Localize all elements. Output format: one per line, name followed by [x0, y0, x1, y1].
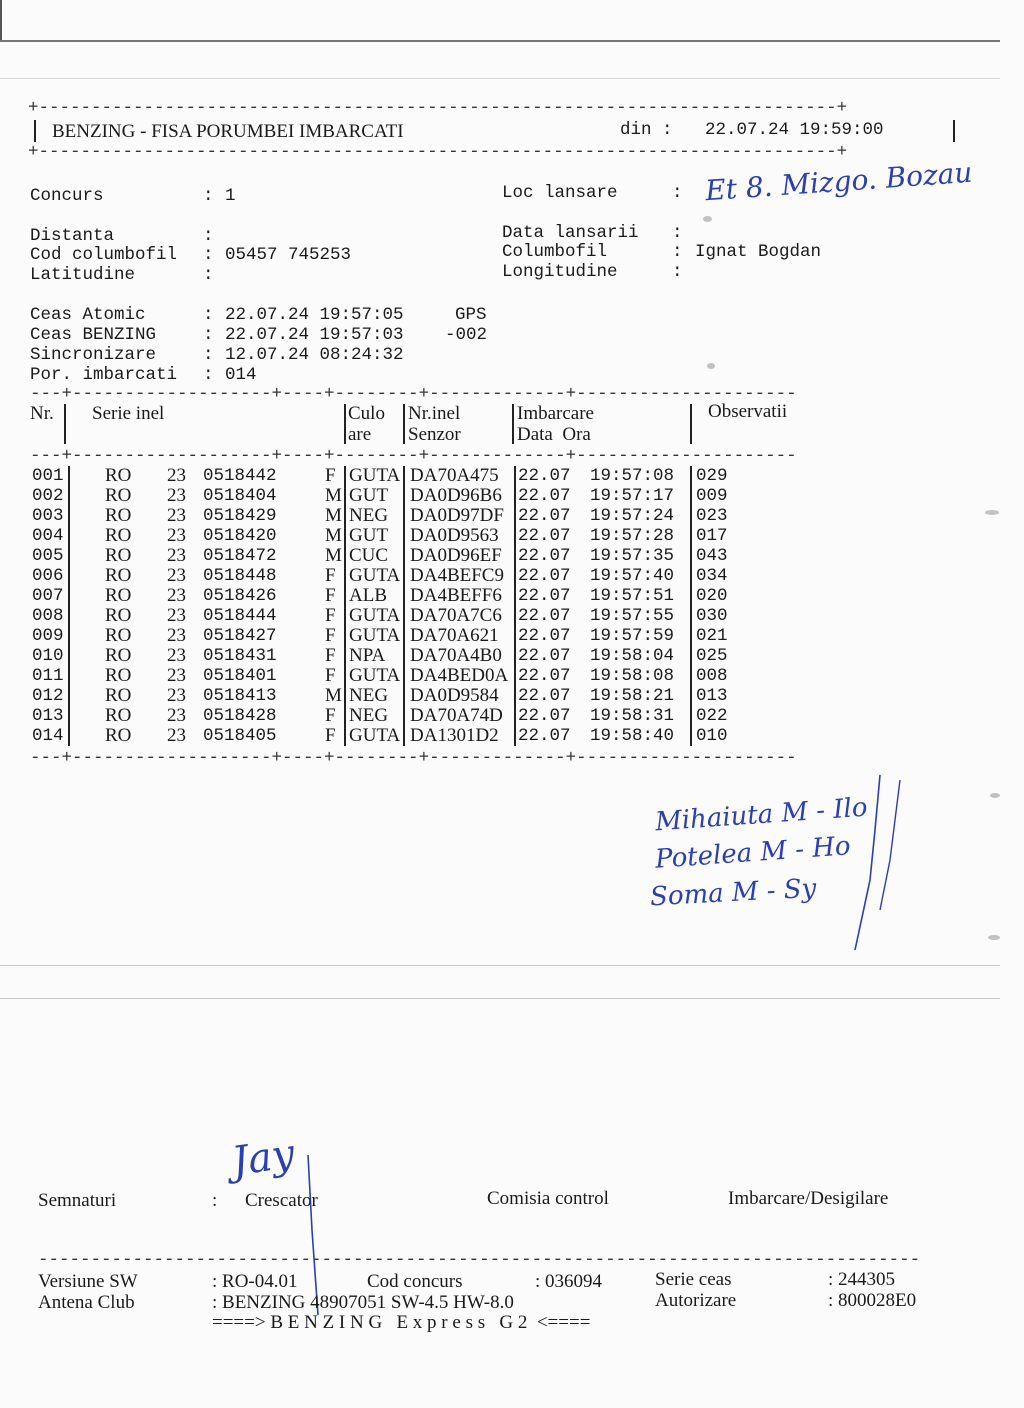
scan-noise-line	[0, 965, 1000, 966]
cell-culoare: GUTA	[349, 465, 401, 486]
cod-columbofil-value: 05457 745253	[225, 245, 352, 265]
cell-observatii: 009	[696, 486, 728, 506]
cell-data: 22.07	[518, 466, 571, 486]
col-divider	[512, 404, 514, 444]
porumbei-imbarcati-value: 014	[225, 365, 257, 385]
cell-observatii: 021	[696, 626, 728, 646]
header-border-bottom: +----------------------------------------------------------------------------+	[28, 142, 848, 162]
cell-inel: 0518405	[203, 726, 277, 746]
cell-sex: F	[325, 665, 336, 686]
cell-senzor: DA70A7C6	[410, 605, 502, 626]
cell-nr: 004	[32, 526, 64, 546]
cell-tara: RO	[105, 485, 132, 506]
separator: :	[203, 265, 214, 285]
separator: :	[203, 245, 214, 265]
separator: :	[672, 183, 683, 203]
separator: :	[203, 226, 214, 246]
cell-inel: 0518427	[203, 626, 277, 646]
table-row	[0, 506, 740, 526]
cell-nr: 012	[32, 686, 64, 706]
cell-inel: 0518428	[203, 706, 277, 726]
cell-inel: 0518404	[203, 486, 277, 506]
cell-nr: 014	[32, 726, 64, 746]
cell-senzor: DA70A475	[410, 465, 499, 486]
handwritten-note-2	[654, 831, 851, 875]
cell-tara: RO	[105, 685, 132, 706]
cell-nr: 008	[32, 606, 64, 626]
scan-noise-line	[0, 78, 1000, 79]
cod-concurs-value: : 036094	[535, 1271, 603, 1292]
cell-an: 23	[167, 605, 186, 626]
cell-an: 23	[167, 545, 186, 566]
cell-ora: 19:58:04	[590, 646, 675, 666]
ceas-atomic-value: 22.07.24 19:57:05	[225, 305, 404, 325]
cell-culoare: NEG	[349, 505, 389, 526]
sincronizare-value: 12.07.24 08:24:32	[225, 345, 404, 365]
col-divider	[64, 404, 66, 444]
col-header-data-ora: Data Ora	[517, 424, 591, 445]
cell-culoare: GUTA	[349, 665, 401, 686]
cell-an: 23	[167, 625, 186, 646]
cell-an: 23	[167, 645, 186, 666]
table-row	[0, 646, 740, 666]
col-header-imbarcare: Imbarcare	[517, 403, 594, 424]
cell-an: 23	[167, 505, 186, 526]
col-header-observatii: Observatii	[708, 401, 788, 422]
separator: :	[203, 325, 214, 345]
cell-senzor: DA0D96B6	[410, 485, 502, 506]
concurs-label: Concurs	[30, 186, 104, 206]
antena-club-value: : BENZING 48907051 SW-4.5 HW-8.0	[212, 1292, 514, 1313]
cell-nr: 003	[32, 506, 64, 526]
longitudine-label: Longitudine	[502, 262, 618, 282]
cell-inel: 0518472	[203, 546, 277, 566]
cod-columbofil-label: Cod columbofil	[30, 245, 178, 265]
cell-sex: F	[325, 585, 336, 606]
cell-observatii: 010	[696, 726, 728, 746]
cell-an: 23	[167, 665, 186, 686]
cod-concurs-label: Cod concurs	[367, 1271, 463, 1292]
cell-culoare: GUTA	[349, 565, 401, 586]
separator: :	[672, 242, 683, 262]
col-divider	[344, 404, 346, 444]
handwritten-note-3	[649, 874, 817, 913]
cell-inel: 0518444	[203, 606, 277, 626]
cell-nr: 005	[32, 546, 64, 566]
cell-data: 22.07	[518, 706, 571, 726]
cell-data: 22.07	[518, 646, 571, 666]
scan-noise-line	[0, 998, 1000, 999]
table-row	[0, 546, 740, 566]
cell-senzor: DA1301D2	[410, 725, 499, 746]
table-row	[0, 706, 740, 726]
separator: :	[203, 305, 214, 325]
concurs-value: 1	[225, 186, 236, 206]
cell-senzor: DA0D9563	[410, 525, 499, 546]
crescator-label: Crescator	[245, 1190, 318, 1211]
cell-data: 22.07	[518, 486, 571, 506]
col-header-nr: Nr.	[30, 403, 54, 424]
cell-nr: 001	[32, 466, 64, 486]
cell-tara: RO	[105, 585, 132, 606]
cell-ora: 19:58:40	[590, 726, 675, 746]
cell-ora: 19:57:59	[590, 626, 675, 646]
din-value: 22.07.24 19:59:00	[705, 120, 884, 140]
cell-observatii: 030	[696, 606, 728, 626]
cell-observatii: 020	[696, 586, 728, 606]
document-title: BENZING - FISA PORUMBEI IMBARCATI	[52, 121, 404, 142]
cell-observatii: 025	[696, 646, 728, 666]
cell-inel: 0518431	[203, 646, 277, 666]
porumbei-imbarcati-label: Por. imbarcati	[30, 365, 178, 385]
cell-tara: RO	[105, 565, 132, 586]
cell-data: 22.07	[518, 546, 571, 566]
cell-data: 22.07	[518, 506, 571, 526]
scan-speck	[985, 510, 999, 515]
cell-sex: F	[325, 605, 336, 626]
cell-tara: RO	[105, 465, 132, 486]
cell-an: 23	[167, 705, 186, 726]
scan-speck	[990, 793, 1000, 798]
cell-nr: 007	[32, 586, 64, 606]
cell-inel: 0518429	[203, 506, 277, 526]
loc-lansare-handwritten: Et 8. Mizgo. Bozau	[704, 155, 974, 208]
cell-ora: 19:57:17	[590, 486, 675, 506]
cell-senzor: DA70A621	[410, 625, 499, 646]
cell-tara: RO	[105, 665, 132, 686]
versiune-sw-value: : RO-04.01	[212, 1271, 298, 1292]
cell-observatii: 013	[696, 686, 728, 706]
signature-stroke-icon	[830, 770, 910, 960]
loc-lansare-label: Loc lansare	[502, 183, 618, 203]
cell-culoare: GUTA	[349, 625, 401, 646]
cell-culoare: GUTA	[349, 725, 401, 746]
note-signature: Ho	[811, 831, 852, 864]
separator: :	[672, 262, 683, 282]
scan-speck	[707, 363, 715, 369]
columbofil-label: Columbofil	[502, 242, 608, 262]
cell-tara: RO	[105, 725, 132, 746]
cell-ora: 19:57:28	[590, 526, 675, 546]
cell-sex: M	[325, 545, 342, 566]
autorizare-label: Autorizare	[655, 1290, 737, 1311]
comisia-control-label: Comisia control	[487, 1188, 609, 1209]
note-text: Mihaiuta M -	[654, 795, 835, 838]
versiune-sw-label: Versiune SW	[38, 1271, 138, 1292]
cell-ora: 19:58:08	[590, 666, 675, 686]
cell-culoare: GUT	[349, 485, 389, 506]
cell-an: 23	[167, 485, 186, 506]
cell-inel: 0518426	[203, 586, 277, 606]
col-header-culoare: Culo	[348, 403, 385, 424]
antena-club-label: Antena Club	[38, 1292, 135, 1313]
cell-data: 22.07	[518, 526, 571, 546]
note-signature: Ilo	[832, 792, 869, 825]
cell-sex: F	[325, 465, 336, 486]
cell-senzor: DA0D96EF	[410, 545, 502, 566]
cell-tara: RO	[105, 625, 132, 646]
table-border-bottom: ---+-------------------+----+--------+-------------+---------------------	[30, 748, 797, 768]
cell-an: 23	[167, 465, 186, 486]
cell-data: 22.07	[518, 606, 571, 626]
table-border-top: ---+-------------------+----+--------+-------------+---------------------	[30, 384, 797, 404]
cell-inel: 0518442	[203, 466, 277, 486]
cell-data: 22.07	[518, 586, 571, 606]
cell-culoare: NEG	[349, 685, 389, 706]
scan-top-line	[0, 40, 1000, 42]
cell-an: 23	[167, 685, 186, 706]
cell-data: 22.07	[518, 686, 571, 706]
separator: :	[203, 365, 214, 385]
cell-an: 23	[167, 525, 186, 546]
cell-tara: RO	[105, 705, 132, 726]
table-row	[0, 486, 740, 506]
cell-sex: F	[325, 725, 336, 746]
autorizare-value: : 800028E0	[828, 1290, 917, 1311]
cell-sex: M	[325, 485, 342, 506]
cell-an: 23	[167, 725, 186, 746]
note-text: Soma M -	[649, 875, 785, 913]
din-label: din :	[620, 120, 673, 140]
cell-nr: 010	[32, 646, 64, 666]
distanta-label: Distanta	[30, 226, 115, 246]
ceas-benzing-value: 22.07.24 19:57:03	[225, 325, 404, 345]
cell-observatii: 017	[696, 526, 728, 546]
cell-nr: 006	[32, 566, 64, 586]
cell-inel: 0518401	[203, 666, 277, 686]
cell-nr: 002	[32, 486, 64, 506]
cell-nr: 011	[32, 666, 64, 686]
cell-tara: RO	[105, 505, 132, 526]
note-signature: Sy	[782, 873, 817, 906]
columbofil-value: Ignat Bogdan	[695, 242, 822, 262]
cell-senzor: DA0D97DF	[410, 505, 504, 526]
col-header-senzor-2: Senzor	[408, 424, 461, 445]
cell-nr: 013	[32, 706, 64, 726]
col-header-senzor: Nr.inel	[408, 403, 461, 424]
serie-ceas-label: Serie ceas	[655, 1269, 732, 1290]
ceas-benzing-offset: -002	[445, 325, 488, 345]
cell-senzor: DA70A4B0	[410, 645, 502, 666]
scan-edge	[0, 0, 2, 42]
cell-senzor: DA4BEFF6	[410, 585, 502, 606]
cell-observatii: 022	[696, 706, 728, 726]
cell-observatii: 043	[696, 546, 728, 566]
cell-ora: 19:58:21	[590, 686, 675, 706]
table-row	[0, 626, 740, 646]
cell-tara: RO	[105, 525, 132, 546]
cell-ora: 19:57:51	[590, 586, 675, 606]
cell-sex: F	[325, 625, 336, 646]
table-row	[0, 566, 740, 586]
cell-inel: 0518448	[203, 566, 277, 586]
crescator-signature: Jay	[229, 1130, 298, 1186]
cell-ora: 19:57:24	[590, 506, 675, 526]
cell-sex: F	[325, 645, 336, 666]
scan-speck	[988, 935, 1000, 940]
table-border-header-bottom: ---+-------------------+----+--------+-------------+---------------------	[30, 446, 797, 466]
cell-tara: RO	[105, 545, 132, 566]
cell-observatii: 034	[696, 566, 728, 586]
serie-ceas-value: : 244305	[828, 1269, 896, 1290]
cell-data: 22.07	[518, 626, 571, 646]
col-header-serie: Serie inel	[92, 403, 165, 424]
header-border-left	[34, 120, 36, 142]
col-header-culoare-2: are	[348, 424, 372, 445]
cell-observatii: 023	[696, 506, 728, 526]
col-divider	[403, 404, 405, 444]
table-row	[0, 686, 740, 706]
cell-observatii: 029	[696, 466, 728, 486]
cell-sex: F	[325, 565, 336, 586]
separator: :	[212, 1190, 218, 1211]
cell-ora: 19:58:31	[590, 706, 675, 726]
scan-speck	[703, 216, 712, 222]
note-text: Potelea M -	[654, 833, 814, 875]
benzing-banner: ====> B E N Z I N G E x p r e s s G 2 <====	[212, 1312, 591, 1333]
cell-ora: 19:57:08	[590, 466, 675, 486]
cell-culoare: GUT	[349, 525, 389, 546]
separator: :	[203, 345, 214, 365]
table-row	[0, 666, 740, 686]
semnaturi-label: Semnaturi	[38, 1190, 117, 1211]
sincronizare-label: Sincronizare	[30, 345, 157, 365]
cell-ora: 19:57:40	[590, 566, 675, 586]
cell-nr: 009	[32, 626, 64, 646]
separator: :	[672, 223, 683, 243]
latitudine-label: Latitudine	[30, 265, 136, 285]
cell-culoare: GUTA	[349, 605, 401, 626]
separator: :	[203, 186, 214, 206]
table-row	[0, 586, 740, 606]
ceas-atomic-label: Ceas Atomic	[30, 305, 146, 325]
cell-senzor: DA4BED0A	[410, 665, 509, 686]
cell-culoare: NPA	[349, 645, 386, 666]
cell-ora: 19:57:55	[590, 606, 675, 626]
header-border-top: +----------------------------------------------------------------------------+	[28, 98, 848, 118]
cell-senzor: DA70A74D	[410, 705, 503, 726]
cell-an: 23	[167, 565, 186, 586]
cell-an: 23	[167, 585, 186, 606]
cell-tara: RO	[105, 645, 132, 666]
table-row	[0, 466, 740, 486]
table-row	[0, 606, 740, 626]
cell-inel: 0518420	[203, 526, 277, 546]
imbarcare-desigilare-label: Imbarcare/Desigilare	[728, 1188, 889, 1209]
cell-ora: 19:57:35	[590, 546, 675, 566]
cell-data: 22.07	[518, 726, 571, 746]
cell-culoare: NEG	[349, 705, 389, 726]
cell-tara: RO	[105, 605, 132, 626]
table-row	[0, 526, 740, 546]
cell-sex: F	[325, 705, 336, 726]
cell-sex: M	[325, 685, 342, 706]
cell-culoare: ALB	[349, 585, 387, 606]
cell-senzor: DA0D9584	[410, 685, 499, 706]
ceas-benzing-label: Ceas BENZING	[30, 325, 157, 345]
cell-sex: M	[325, 525, 342, 546]
cell-culoare: CUC	[349, 545, 389, 566]
table-row	[0, 726, 740, 746]
col-divider	[690, 404, 692, 444]
header-border-right	[953, 120, 955, 142]
data-lansarii-label: Data lansarii	[502, 223, 639, 243]
cell-observatii: 008	[696, 666, 728, 686]
cell-data: 22.07	[518, 666, 571, 686]
cell-senzor: DA4BEFC9	[410, 565, 504, 586]
footer-divider: ------------------------------------------------------------------------------------	[38, 1250, 921, 1270]
cell-inel: 0518413	[203, 686, 277, 706]
ceas-atomic-source: GPS	[455, 305, 487, 325]
cell-data: 22.07	[518, 566, 571, 586]
cell-sex: M	[325, 505, 342, 526]
